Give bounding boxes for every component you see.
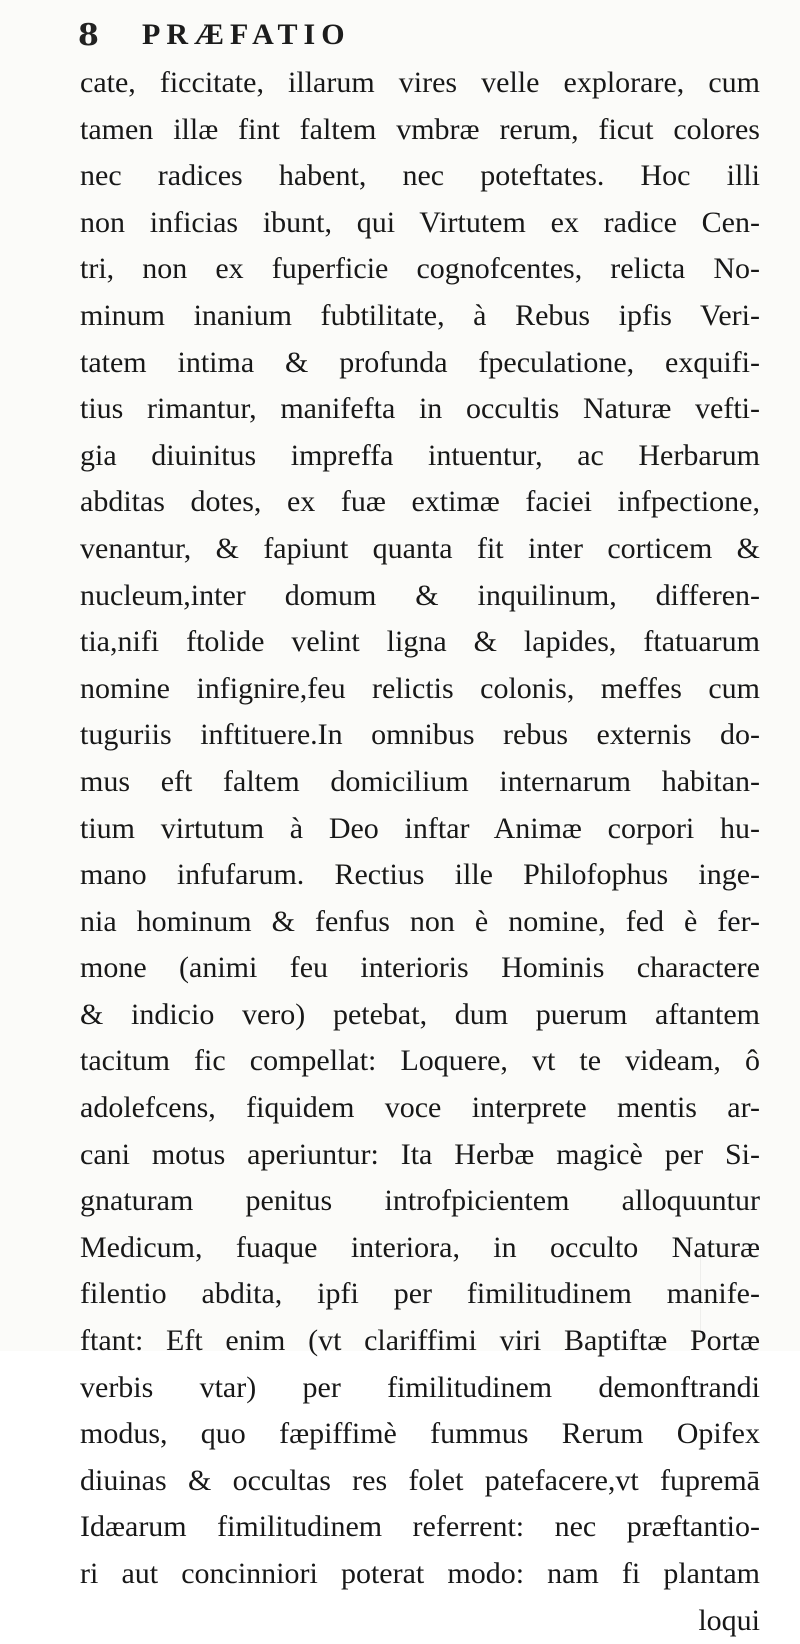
text-line: mus eft faltem domicilium internarum habitan- xyxy=(80,764,760,798)
text-line: tatem intima & profunda fpeculatione, exquifi- xyxy=(80,345,760,379)
text-line: tius rimantur, manifefta in occultis Naturæ vefti- xyxy=(80,392,760,426)
text-line: non inficias ibunt, qui Virtutem ex radice Cen- xyxy=(80,205,760,239)
text-line: abditas dotes, ex fuæ extimæ faciei infpectione, xyxy=(80,485,760,519)
text-line: ftant: Eft enim (vt clariffimi viri Baptiftæ Portæ xyxy=(80,1324,760,1358)
catchword: loqui xyxy=(698,1603,760,1637)
text-line: tri, non ex fuperficie cognofcentes, relicta No- xyxy=(80,252,760,286)
text-line: verbis vtar) per fimilitudinem demonftrandi xyxy=(80,1370,760,1404)
text-line: venantur, & fapiunt quanta fit inter corticem & xyxy=(80,531,760,565)
text-line: Idæarum fimilitudinem referrent: nec præftantio- xyxy=(80,1510,760,1544)
paper-mark xyxy=(700,1240,701,1340)
text-line: mano infufarum. Rectius ille Philofophus inge- xyxy=(80,858,760,892)
text-line: filentio abdita, ipfi per fimilitudinem manife- xyxy=(80,1277,760,1311)
page-header xyxy=(78,18,738,58)
text-line: nia hominum & fenfus non è nomine, fed è fer- xyxy=(80,904,760,938)
text-line: modus, quo fæpiffimè fummus Rerum Opifex xyxy=(80,1417,760,1451)
text-line: gnaturam penitus introfpicientem alloquuntur xyxy=(80,1184,760,1218)
text-line: tuguriis inftituere.In omnibus rebus externis do- xyxy=(80,718,760,752)
body-text xyxy=(80,60,760,1644)
text-line: adolefcens, fiquidem voce interprete mentis ar- xyxy=(80,1091,760,1125)
text-line: ri aut concinniori poterat modo: nam fi plantam xyxy=(80,1557,760,1590)
text-line: gia diuinitus impreffa intuentur, ac Herbarum xyxy=(80,438,760,472)
text-line: tium virtutum à Deo inftar Animæ corpori hu- xyxy=(80,811,760,845)
running-head: PRÆFATIO xyxy=(142,18,351,51)
text-line: diuinas & occultas res folet patefacere,vt fupremā xyxy=(80,1463,760,1497)
text-line: tia,nifi ftolide velint ligna & lapides, ftatuarum xyxy=(80,625,760,659)
text-line: cani motus aperiuntur: Ita Herbæ magicè per Si- xyxy=(80,1137,760,1171)
text-line: Medicum, fuaque interiora, in occulto Naturæ xyxy=(80,1230,760,1264)
text-line: minum inanium fubtilitate, à Rebus ipfis Veri- xyxy=(80,298,760,332)
text-line: nomine infignire,feu relictis colonis, meffes cum xyxy=(80,671,760,705)
text-line: nec radices habent, nec poteftates. Hoc illi xyxy=(80,159,760,193)
text-line: mone (animi feu interioris Hominis charactere xyxy=(80,951,760,985)
text-line: & indicio vero) petebat, dum puerum aftantem xyxy=(80,997,760,1031)
text-line: cate, ficcitate, illarum vires velle explorare, cum xyxy=(80,66,760,99)
text-line: nucleum,inter domum & inquilinum, differen- xyxy=(80,578,760,612)
page-number: 8 xyxy=(78,18,99,53)
text-line: tacitum fic compellat: Loquere, vt te videam, ô xyxy=(80,1044,760,1078)
text-line: tamen illæ fint faltem vmbræ rerum, ficut colores xyxy=(80,112,760,146)
